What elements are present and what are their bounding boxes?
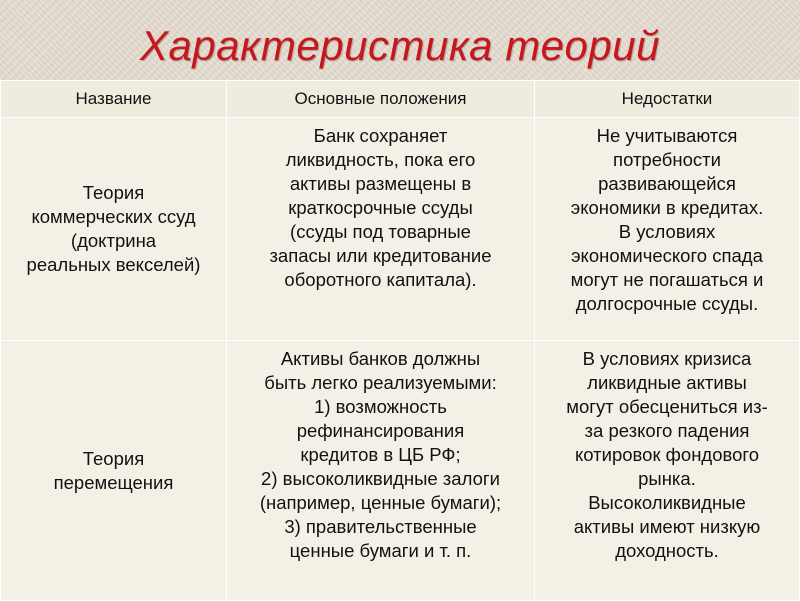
cell-line: 3) правительственные: [284, 516, 477, 537]
cell-line: 1) возможность: [314, 396, 447, 417]
cell-line: рефинансирования: [296, 420, 465, 441]
cell-line: оборотного капитала).: [284, 269, 477, 290]
cell-line: В условиях кризиса: [582, 348, 752, 369]
cell-line: запасы или кредитование: [269, 245, 492, 266]
cell-line: Банк сохраняет: [313, 125, 448, 146]
cell-line: Теория: [82, 182, 145, 203]
cell-line: краткосрочные ссуды: [288, 197, 473, 218]
header-drawbacks: Недостатки: [535, 81, 800, 118]
cell-line: экономического спада: [571, 245, 763, 266]
theory-name-cell: [1, 118, 227, 341]
cell-line: Активы банков должны: [280, 348, 481, 369]
header-name: Название: [1, 81, 227, 118]
cell-line: развивающейся: [598, 173, 736, 194]
slide-title: Характеристика теорий: [140, 22, 660, 69]
table-row: [1, 341, 800, 601]
cell-line: ликвидность, пока его: [285, 149, 476, 170]
cell-line: Не учитываются: [596, 125, 738, 146]
cell-line: кредитов в ЦБ РФ;: [300, 444, 461, 465]
cell-line: коммерческих ссуд: [31, 206, 196, 227]
theory-name-cell: [1, 341, 227, 601]
cell-line: Теория: [82, 447, 145, 469]
cell-line: рынка.: [638, 468, 696, 489]
cell-line: (доктрина: [70, 230, 157, 251]
cell-line: ликвидные активы: [587, 372, 747, 393]
header-provisions: Основные положения: [227, 81, 535, 118]
cell-line: перемещения: [53, 471, 174, 493]
cell-line: потребности: [613, 149, 721, 170]
cell-line: 2) высоколиквидные залоги: [261, 468, 500, 489]
cell-line: активы имеют низкую: [573, 516, 761, 537]
theory-provisions-cell: [227, 118, 535, 341]
cell-line: реальных векселей): [26, 254, 201, 275]
cell-line: за резкого падения: [584, 420, 750, 441]
cell-line: активы размещены в: [289, 173, 472, 194]
cell-line: В условиях: [618, 221, 716, 242]
cell-line: долгосрочные ссуды.: [575, 293, 759, 314]
cell-line: ценные бумаги и т. п.: [289, 540, 472, 561]
cell-line: (например, ценные бумаги);: [259, 492, 502, 513]
cell-line: быть легко реализуемыми:: [264, 372, 497, 393]
cell-line: котировок фондового: [574, 444, 760, 465]
theories-table: [0, 80, 800, 601]
theory-drawbacks-cell: [535, 118, 800, 341]
theory-provisions-cell: [227, 341, 535, 601]
cell-line: могут обесцениться из-: [566, 396, 768, 417]
table-row: [1, 118, 800, 341]
cell-line: доходность.: [615, 540, 719, 561]
theory-drawbacks-cell: [535, 341, 800, 601]
cell-line: Высоколиквидные: [588, 492, 746, 513]
cell-line: (ссуды под товарные: [290, 221, 471, 242]
table-header-row: [1, 81, 800, 118]
cell-line: экономики в кредитах.: [570, 197, 764, 218]
cell-line: могут не погашаться и: [570, 269, 764, 290]
